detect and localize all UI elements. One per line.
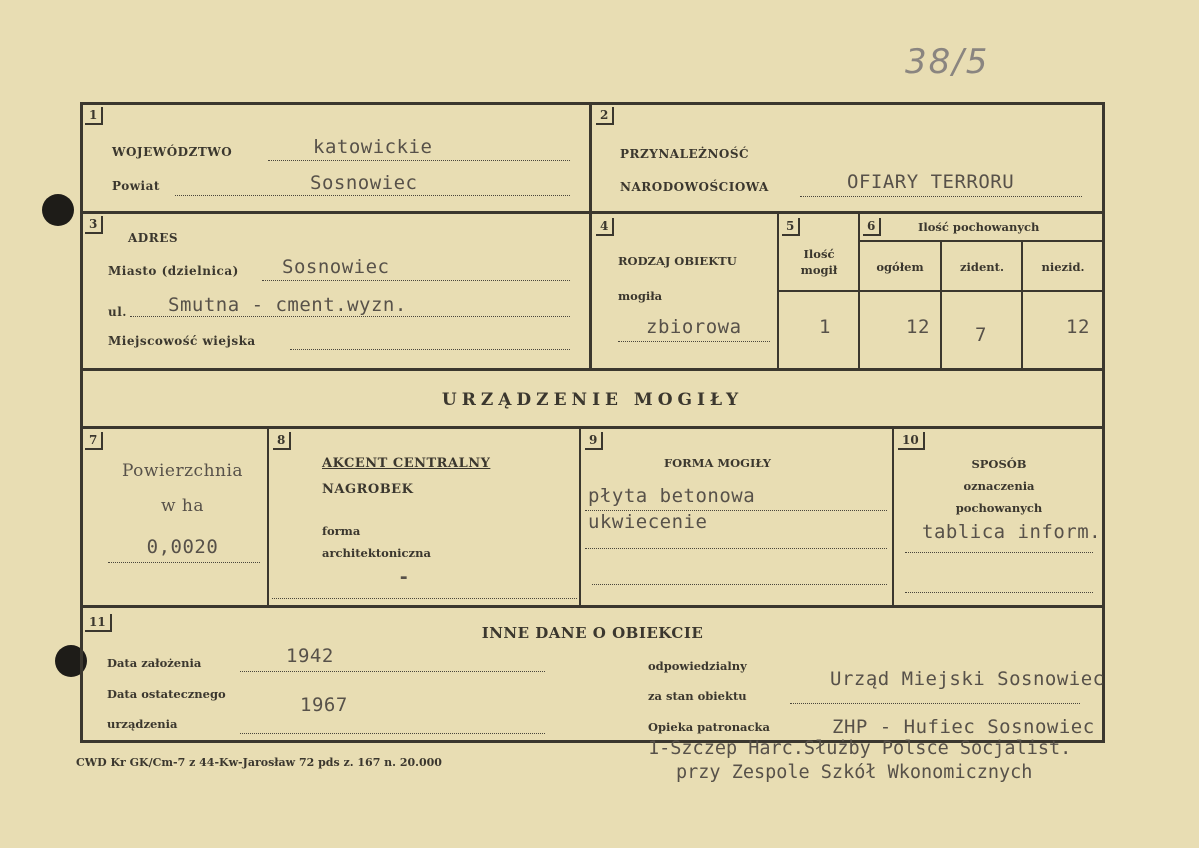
row4-separator	[80, 605, 1105, 608]
street-value: Smutna - cment.wyzn.	[168, 294, 407, 316]
frame-left	[80, 102, 83, 742]
architectural-label: architektoniczna	[322, 546, 431, 560]
buried-unidentified-value: 12	[1066, 316, 1090, 338]
other-data-title: INNE DANE O OBIEKCIE	[481, 624, 704, 642]
grave-count-label-line1: Ilość	[803, 247, 835, 261]
box-number-6: 6	[863, 218, 881, 236]
buried-count-title: Ilość pochowanych	[918, 220, 1040, 234]
village-line	[290, 349, 570, 350]
tombstone-line	[272, 598, 577, 599]
address-title: ADRES	[128, 231, 179, 245]
section-title: URZĄDZENIE MOGIŁY	[441, 390, 744, 410]
object-type-value: zbiorowa	[646, 316, 742, 338]
village-label: Miejscowość wiejska	[108, 334, 256, 348]
final-label-line2: urządzenia	[107, 717, 178, 731]
responsible-value: Urząd Miejski Sosnowiec	[830, 668, 1105, 690]
grave-form-label: FORMA MOGIŁY	[664, 456, 771, 470]
grave-count-label-line2: mogił	[800, 263, 838, 277]
object-type-line	[618, 341, 770, 342]
box-number-2: 2	[596, 107, 614, 125]
voivodeship-value: katowickie	[313, 136, 433, 158]
responsible-label-line2: za stan obiektu	[648, 689, 747, 703]
marking-value: tablica inform.	[922, 521, 1102, 543]
handwritten-reference: 38/5	[905, 42, 990, 82]
patron-extra-line1: 1-Szczep Harc.Służby Polsce Socjalist.	[648, 738, 1072, 759]
buried-total-header: ogółem	[876, 260, 924, 274]
founded-value: 1942	[286, 645, 334, 667]
frame-right	[1102, 102, 1105, 742]
binder-hole-top	[42, 194, 74, 226]
divider-8-9	[579, 428, 581, 606]
divider-7-8	[267, 428, 269, 606]
county-value: Sosnowiec	[310, 172, 418, 194]
nationality-line	[800, 196, 1082, 197]
marking-line1	[905, 552, 1093, 553]
footer-print-code: CWD Kr GK/Cm-7 z 44-Kw-Jarosław 72 pds z. 167 n. 20.000	[76, 756, 442, 769]
final-label-line1: Data ostatecznego	[107, 687, 226, 701]
marking-label-line1: SPOSÓB	[971, 457, 1027, 471]
object-type-label: RODZAJ OBIEKTU	[618, 254, 737, 268]
founded-label: Data założenia	[107, 656, 202, 670]
patron-value: ZHP - Hufiec Sosnowiec	[832, 716, 1095, 738]
marking-label-line3: pochowanych	[955, 501, 1043, 515]
box-number-5: 5	[782, 218, 800, 236]
grave-count-value: 1	[819, 316, 831, 338]
area-line	[108, 562, 260, 563]
divider-9-10	[892, 428, 894, 606]
box-number-1: 1	[85, 107, 103, 125]
central-accent-label: AKCENT CENTRALNY	[322, 456, 491, 471]
nationality-label-line2: NARODOWOŚCIOWA	[620, 180, 769, 194]
area-label-line1: Powierzchnia	[121, 461, 244, 481]
founded-line	[240, 671, 545, 672]
responsible-line	[790, 703, 1080, 704]
county-line	[175, 195, 570, 196]
patron-label: Opieka patronacka	[648, 720, 770, 734]
marking-line2	[905, 592, 1093, 593]
street-line	[130, 316, 570, 317]
marking-label-line2: oznaczenia	[963, 479, 1035, 493]
tombstone-label: NAGROBEK	[322, 482, 414, 497]
box-number-8: 8	[273, 432, 291, 450]
final-line	[240, 733, 545, 734]
final-value: 1967	[300, 694, 348, 716]
city-value: Sosnowiec	[282, 256, 390, 278]
box-number-4: 4	[596, 218, 614, 236]
area-value: 0,0020	[146, 536, 219, 558]
grave-form-line3	[592, 584, 887, 585]
patron-extra-line2: przy Zespole Szkół Wkonomicznych	[676, 762, 1033, 783]
box-number-11: 11	[85, 614, 112, 632]
buried-identified-header: zident.	[960, 260, 1004, 274]
voivodeship-line	[268, 160, 570, 161]
grave-form-value-line2: ukwiecenie	[588, 511, 708, 533]
grave-form-value-line1: płyta betonowa	[588, 485, 756, 507]
county-label: Powiat	[112, 179, 160, 193]
form-label: forma	[322, 524, 361, 538]
box-number-10: 10	[898, 432, 925, 450]
box-number-3: 3	[85, 216, 103, 234]
city-line	[262, 280, 570, 281]
row1-separator	[80, 211, 1105, 214]
row2-separator	[80, 368, 1105, 371]
divider-6-header	[860, 240, 1103, 242]
buried-identified-value: 7	[975, 324, 987, 346]
city-label: Miasto (dzielnica)	[108, 264, 239, 278]
grave-form-line2	[585, 548, 887, 549]
divider-1-2	[589, 102, 592, 370]
tombstone-value: -	[398, 566, 410, 588]
frame-top	[80, 102, 1105, 105]
responsible-label-line1: odpowiedzialny	[648, 659, 747, 673]
voivodeship-label: WOJEWÓDZTWO	[112, 145, 233, 159]
section-separator	[80, 426, 1105, 429]
object-type-sublabel: mogiła	[618, 289, 663, 303]
nationality-value: OFIARY TERRORU	[847, 171, 1015, 193]
nationality-label-line1: PRZYNALEŻNOŚĆ	[620, 147, 750, 161]
buried-total-value: 12	[906, 316, 930, 338]
street-label: ul.	[108, 305, 127, 319]
box-number-7: 7	[85, 432, 103, 450]
area-label-line2: w ha	[160, 496, 205, 516]
box-number-9: 9	[585, 432, 603, 450]
buried-unidentified-header: niezid.	[1041, 260, 1085, 274]
